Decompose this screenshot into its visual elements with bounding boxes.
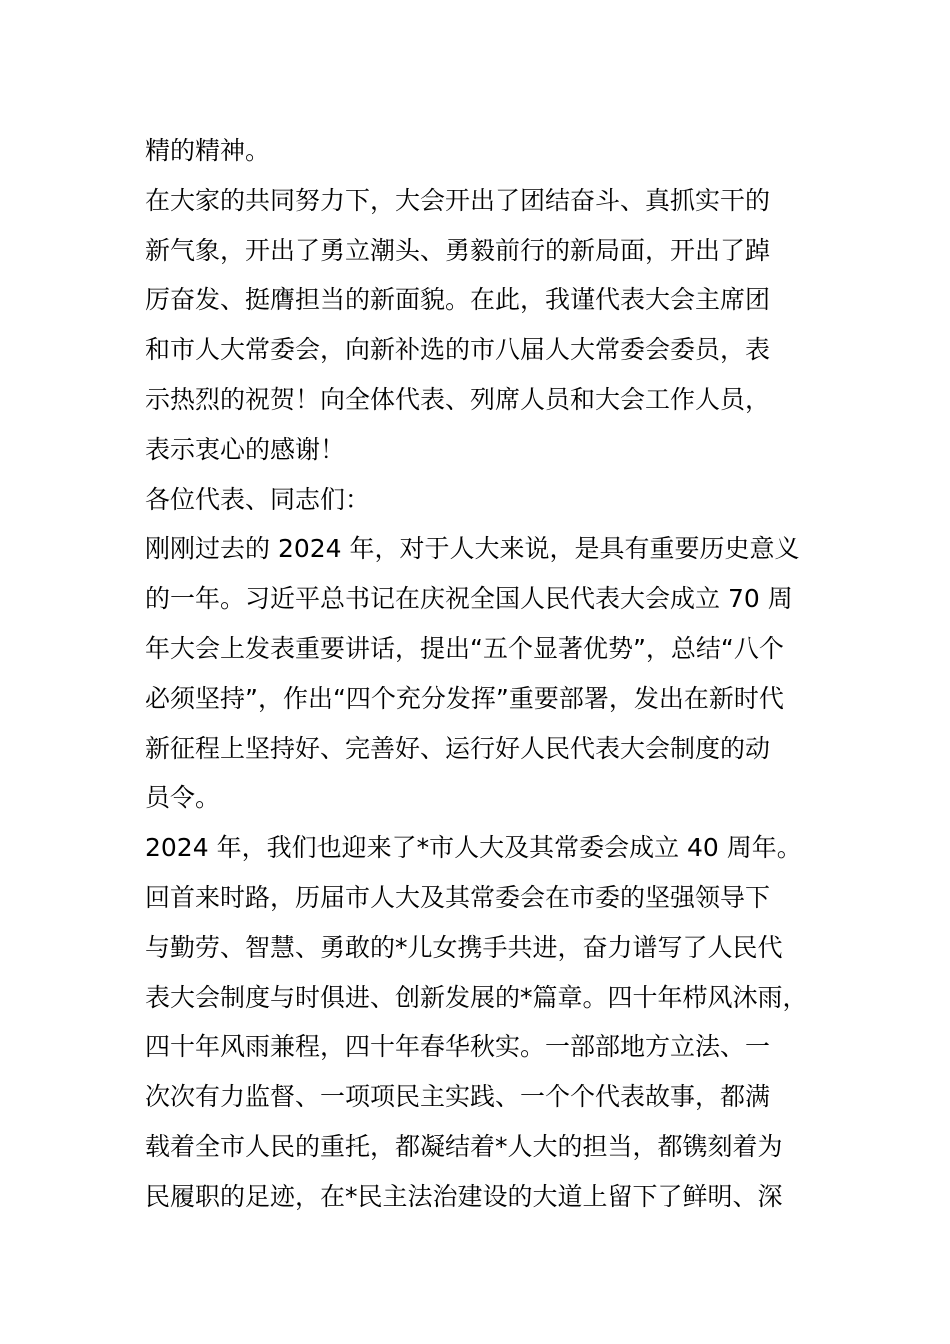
text-line: 新气象，开出了勇立潮头、勇毅前行的新局面，开出了踔 <box>145 235 771 265</box>
text-line: 员令。 <box>145 783 221 813</box>
text-line: 和市人大常委会，向新补选的市八届人大常委会委员，表 <box>145 335 771 365</box>
text-line: 回首来时路，历届市人大及其常委会在市委的坚强领导下 <box>145 882 771 912</box>
text-line: 的一年。习近平总书记在庆祝全国人民代表大会成立 70 周 <box>145 584 793 614</box>
text-line: 新征程上坚持好、完善好、运行好人民代表大会制度的动 <box>145 733 771 763</box>
text-line: 必须坚持”，作出“四个充分发挥”重要部署，发出在新时代 <box>145 683 784 713</box>
text-line: 与勤劳、智慧、勇敢的*儿女携手共进，奋力谱写了人民代 <box>145 932 783 962</box>
text-line: 载着全市人民的重托，都凝结着*人大的担当，都镌刻着为 <box>145 1131 783 1161</box>
text-line: 厉奋发、挺膺担当的新面貌。在此，我谨代表大会主席团 <box>145 285 771 315</box>
text-line: 2024 年，我们也迎来了*市人大及其常委会成立 40 周年。 <box>145 833 802 863</box>
text-line: 表大会制度与时俱进、创新发展的*篇章。四十年栉风沐雨， <box>145 982 808 1012</box>
text-line: 四十年风雨兼程，四十年春华秋实。一部部地方立法、一 <box>145 1032 771 1062</box>
text-line: 各位代表、同志们： <box>145 484 371 514</box>
body-text <box>145 126 835 1222</box>
text-line: 精的精神。 <box>145 136 271 165</box>
text-line: 民履职的足迹，在*民主法治建设的大道上留下了鲜明、深 <box>145 1181 783 1211</box>
text-line: 示热烈的祝贺！向全体代表、列席人员和大会工作人员， <box>145 384 771 414</box>
text-line: 在大家的共同努力下，大会开出了团结奋斗、真抓实干的 <box>145 185 771 215</box>
text-line: 刚刚过去的 2024 年，对于人大来说，是具有重要历史意义 <box>145 534 800 564</box>
text-line: 年大会上发表重要讲话，提出“五个显著优势”，总结“八个 <box>145 633 784 663</box>
text-line: 表示衷心的感谢！ <box>145 434 346 464</box>
text-line: 次次有力监督、一项项民主实践、一个个代表故事，都满 <box>145 1082 771 1112</box>
